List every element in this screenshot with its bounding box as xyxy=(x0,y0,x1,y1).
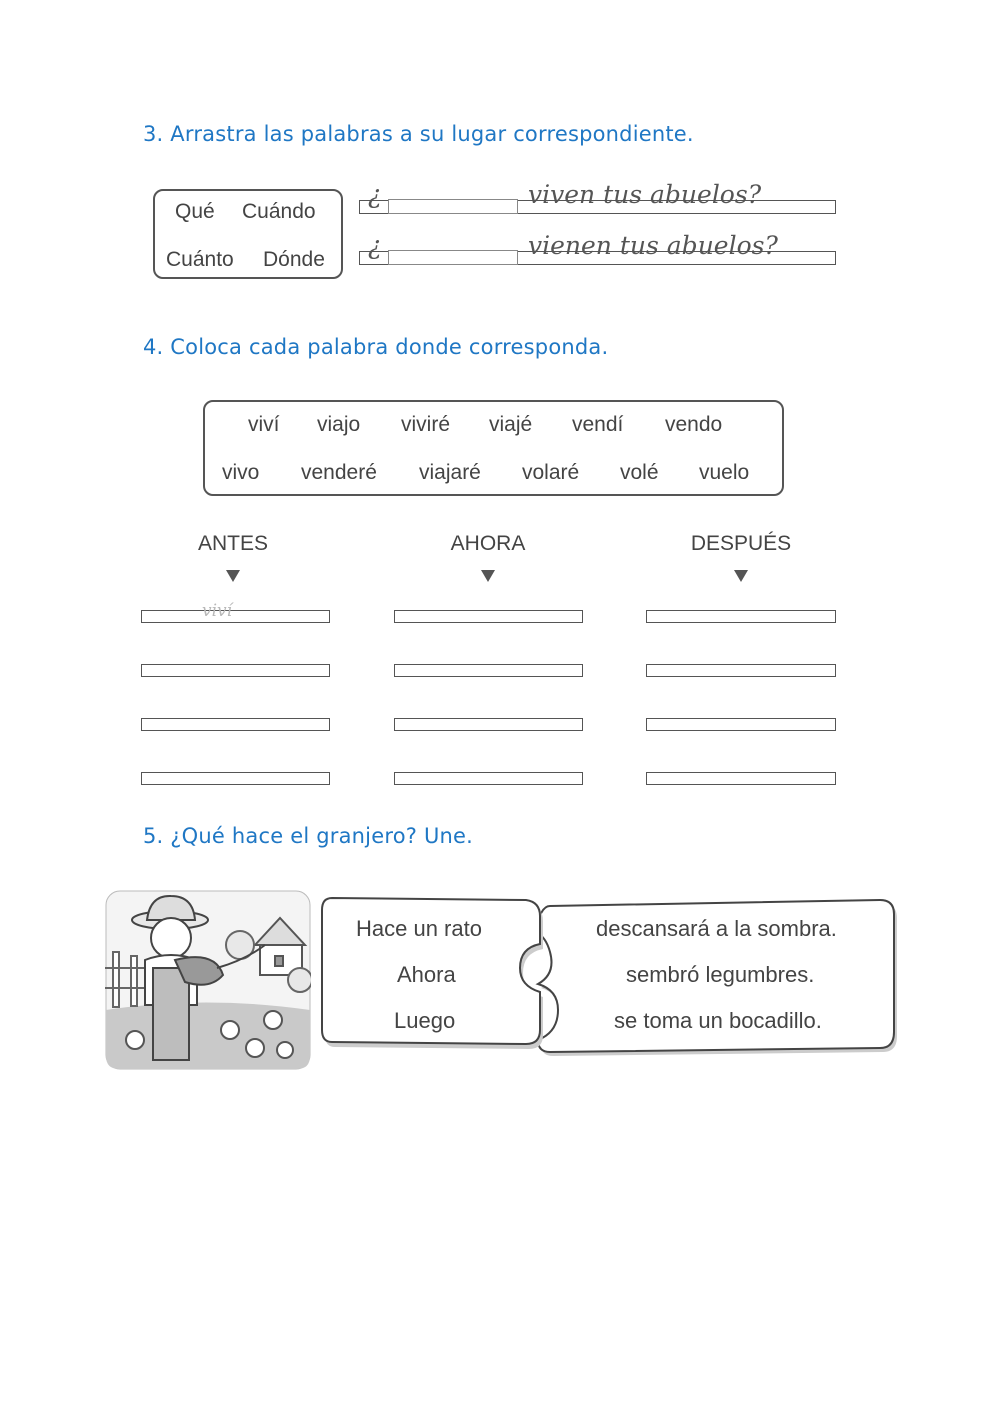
column-header-despues: DESPUÉS xyxy=(690,532,792,555)
draggable-word[interactable]: viajo xyxy=(317,413,361,436)
puzzle-right-item[interactable]: descansará a la sombra. xyxy=(596,916,837,941)
draggable-word[interactable]: viajé xyxy=(489,413,533,436)
exercise-5-heading: 5. ¿Qué hace el granjero? Une. xyxy=(143,824,474,848)
draggable-word[interactable]: viví xyxy=(248,413,280,436)
drop-zone-despues[interactable] xyxy=(646,664,836,677)
puzzle-right-item[interactable]: se toma un bocadillo. xyxy=(614,1008,822,1033)
draggable-word[interactable]: viajaré xyxy=(419,461,481,484)
draggable-word[interactable]: Dónde xyxy=(263,248,325,271)
draggable-word[interactable]: vendo xyxy=(665,413,723,436)
drop-zone-antes[interactable] xyxy=(141,772,330,785)
drop-zone[interactable] xyxy=(388,250,518,265)
draggable-word[interactable]: volaré xyxy=(522,461,580,484)
draggable-word[interactable]: viviré xyxy=(401,413,451,436)
draggable-word[interactable]: vendí xyxy=(572,413,624,436)
arrow-down-icon xyxy=(481,570,495,582)
drop-zone-ahora[interactable] xyxy=(394,718,583,731)
column-header-antes: ANTES xyxy=(197,532,268,555)
draggable-word[interactable]: Cuándo xyxy=(242,200,316,223)
draggable-word[interactable]: vivo xyxy=(222,461,260,484)
drop-zone-ahora[interactable] xyxy=(394,772,583,785)
puzzle-left-item[interactable]: Hace un rato xyxy=(356,916,482,941)
exercise-3-heading: 3. Arrastra las palabras a su lugar correspondiente. xyxy=(143,122,694,146)
sentence-text: viven tus abuelos? xyxy=(528,180,762,209)
example-answer: viví xyxy=(202,601,233,621)
puzzle-right-item[interactable]: sembró legumbres. xyxy=(626,962,815,987)
sentence-open-mark: ¿ xyxy=(368,180,382,209)
drop-zone-antes[interactable] xyxy=(141,718,330,731)
drop-zone-antes[interactable] xyxy=(141,610,330,623)
drop-zone-ahora[interactable] xyxy=(394,610,583,623)
arrow-down-icon xyxy=(734,570,748,582)
draggable-word[interactable]: Qué xyxy=(175,200,215,223)
drop-zone-antes[interactable] xyxy=(141,664,330,677)
puzzle-left-item[interactable]: Ahora xyxy=(397,962,456,987)
drop-zone-despues[interactable] xyxy=(646,718,836,731)
puzzle-left-item[interactable]: Luego xyxy=(394,1008,456,1033)
drop-zone-despues[interactable] xyxy=(646,772,836,785)
arrow-down-icon xyxy=(226,570,240,582)
exercise-4-heading: 4. Coloca cada palabra donde corresponda. xyxy=(143,335,609,359)
drop-zone-ahora[interactable] xyxy=(394,664,583,677)
sentence-text: vienen tus abuelos? xyxy=(528,231,778,260)
farmer-illustration xyxy=(105,890,311,1070)
draggable-word[interactable]: vuelo xyxy=(699,461,750,484)
draggable-word[interactable]: Cuánto xyxy=(166,248,234,271)
drop-zone-despues[interactable] xyxy=(646,610,836,623)
column-header-ahora: AHORA xyxy=(450,532,526,555)
draggable-word[interactable]: volé xyxy=(620,461,659,484)
word-bank-4 xyxy=(203,400,784,496)
sentence-open-mark: ¿ xyxy=(368,231,382,260)
draggable-word[interactable]: venderé xyxy=(301,461,377,484)
word-bank-3 xyxy=(153,189,343,279)
drop-zone[interactable] xyxy=(388,199,518,214)
